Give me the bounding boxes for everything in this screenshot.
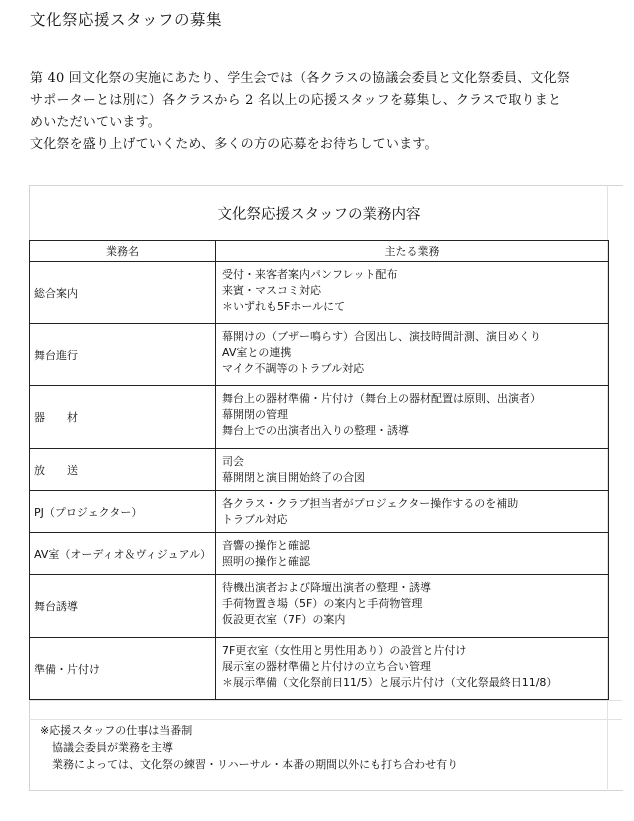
task-duties [216,491,609,533]
duty-line: AV室との連携 [222,346,292,359]
duty-line: 司会 [222,455,244,468]
table-row [30,638,609,700]
task-name: 器 材 [30,386,216,449]
task-name: 放 送 [30,449,216,491]
duty-line: ＊いずれも5Fホールにて [222,300,346,313]
task-duties [216,533,609,575]
note-line: ※応援スタッフの仕事は当番制 [40,724,193,737]
sheet-gridline [29,719,622,720]
task-name: 準備・片付け [30,638,216,700]
table-row [30,324,609,386]
header-task-name: 業務名 [30,241,216,262]
table-row [30,262,609,324]
duty-line: マイク不調等のトラブル対応 [222,362,365,375]
table-row [30,533,609,575]
document-title: 文化祭応援スタッフの募集 [30,11,223,29]
table-row [30,386,609,449]
task-duties [216,449,609,491]
duty-line: 待機出演者および降壇出演者の整理・誘導 [222,581,431,594]
note-line: 協議会委員が業務を主導 [52,741,173,754]
task-duties [216,575,609,638]
duty-line: 展示室の器材準備と片付けの立ち合い管理 [222,660,431,673]
duty-line: 幕開閉と演目開始終了の合図 [222,471,365,484]
task-name: 舞台進行 [30,324,216,386]
task-name: 総合案内 [30,262,216,324]
intro-paragraph [30,68,610,156]
table-row [30,491,609,533]
duty-line: 仮設更衣室（7F）の案内 [222,613,346,626]
duty-line: ＊展示準備（文化祭前日11/5）と展示片付け（文化祭最終日11/8） [222,676,558,689]
task-name: PJ（プロジェクター） [30,491,216,533]
task-duties [216,638,609,700]
duty-line: 手荷物置き場（5F）の案内と手荷物管理 [222,597,423,610]
task-name: AV室（オーディオ＆ヴィジュアル） [30,533,216,575]
intro-line: 文化祭を盛り上げていくため、多くの方の応募をお待ちしています。 [30,137,438,152]
duty-line: 幕開けの（ブザー鳴らす）合図出し、演技時間計測、演目めくり [222,330,541,343]
task-duties [216,262,609,324]
table-header-row [30,241,609,262]
duty-line: 受付・来客者案内パンフレット配布 [222,268,398,281]
table-title: 文化祭応援スタッフの業務内容 [217,207,421,223]
duty-line: 7F更衣室（女性用と男性用あり）の設営と片付け [222,644,467,657]
duty-line: 舞台上の器材準備・片付け（舞台上の器材配置は原則、出演者） [222,392,541,405]
sheet-gridline [29,700,622,701]
table-row [30,449,609,491]
note-line: 業務によっては、文化祭の練習・リハーサル・本番の期間以外にも打ち合わせ有り [52,758,459,771]
duty-line: トラブル対応 [222,513,288,526]
duty-line: 音響の操作と確認 [222,539,310,552]
duty-line: 舞台上での出演者出入りの整理・誘導 [222,424,409,437]
table-row [30,575,609,638]
intro-line: 第 40 回文化祭の実施にあたり、学生会では（各クラスの協議会委員と文化祭委員、文化祭 [30,71,571,86]
task-duties [216,386,609,449]
header-main-duties: 主たる業務 [216,241,609,262]
intro-line: めいただいています。 [30,115,161,130]
task-duties [216,324,609,386]
task-name: 舞台誘導 [30,575,216,638]
duties-table [29,240,609,700]
duty-line: 来賓・マスコミ対応 [222,284,321,297]
intro-line: サポーターとは別に）各クラスから 2 名以上の応援スタッフを募集し、クラスで取りまと [30,93,562,108]
notes-block [40,722,458,773]
duty-line: 照明の操作と確認 [222,555,310,568]
duty-line: 幕開閉の管理 [222,408,288,421]
duty-line: 各クラス・クラブ担当者がプロジェクター操作するのを補助 [222,497,519,510]
